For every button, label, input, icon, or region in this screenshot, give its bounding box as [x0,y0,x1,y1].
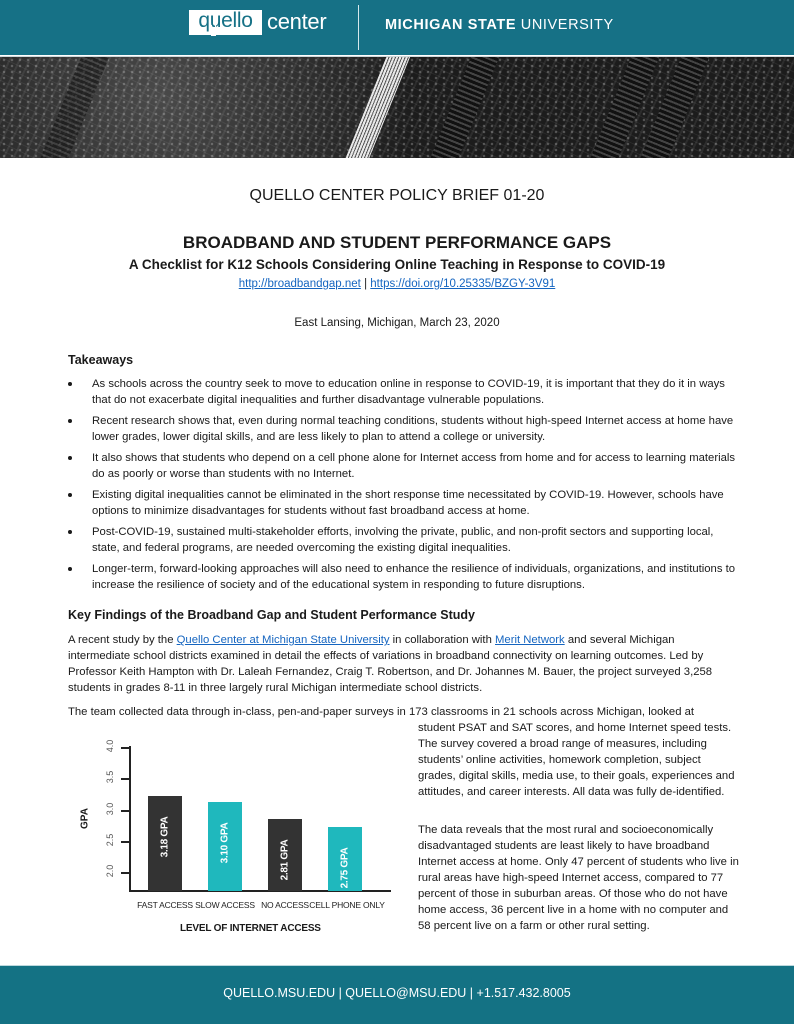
bar-cell-phone-only [328,827,362,891]
chart-y-axis [129,746,131,892]
dateline: East Lansing, Michigan, March 23, 2020 [294,317,500,329]
x-category-label: NO ACCESS [261,900,309,910]
bullet-icon [68,493,72,497]
policy-brief-label: QUELLO CENTER POLICY BRIEF 01-20 [249,187,545,204]
msu-light: UNIVERSITY [520,17,614,33]
key-findings-paragraph-2-line-1: The team collected data through in-class, pen-and-paper surveys in 173 classrooms in 21 schools across Michigan, looked at [68,706,695,718]
y-tick-label: 2.5 [105,833,115,847]
takeaways-heading: Takeaways [68,353,134,367]
takeaway-item: Recent research shows that, even during normal teaching conditions, students without high-speed Internet access at home have lower grades, lower digital skills, and are less likely to plan to attend a college or university. [68,413,738,445]
takeaway-item: Longer-term, forward-looking approaches will also need to enhance the resilience of individuals, organizations, and institutions to increase the resilience of society and of the educational system in responding to future disruptions. [68,561,738,593]
broadbandgap-link[interactable]: http://broadbandgap.net [238,278,361,290]
y-tick [121,841,130,843]
y-tick-label: 4.0 [105,739,115,753]
header-divider [358,5,359,50]
y-tick [121,810,130,812]
circuit-board-hero-image [0,56,794,158]
msu-bold: MICHIGAN STATE [385,17,517,33]
bar-fast-access [148,796,182,891]
bar-value-label: 3.10 GPA [219,822,231,864]
logo-quello-text: quello [198,9,253,32]
bar-value-label: 2.75 GPA [339,847,351,889]
key-findings-paragraph-2-rest: student PSAT and SAT scores, and home Internet speed tests. The survey covered a broad range of measures, including students’ online activities, homework completion, subject grades, digital skills, media use, to their goals, experiences and attitudes, and career interests. All data was fully de-identified. [418,722,735,798]
quello-logo [189,10,262,35]
key-findings-heading: Key Findings of the Broadband Gap and Student Performance Study [68,608,475,622]
merit-network-link[interactable]: Merit Network [495,634,565,646]
bullet-icon [68,419,72,423]
footer-bar [0,965,794,1024]
bar-no-access [268,819,302,891]
takeaway-item: As schools across the country seek to move to education online in response to COVID-19, it is important that they do it in ways that do not exacerbate digital inequalities and further disadvantage vulnerable populations. [68,376,738,408]
gpa-bar-chart [70,735,390,945]
bullet-icon [68,382,72,386]
bullet-icon [68,530,72,534]
key-findings-paragraph-1: A recent study by the Quello Center at Michigan State University in collaboration with Merit Network and several Michigan intermediate school districts examined in detail the effects of variations in broadband connectivity on learning outcomes. Led by Professor Keith Hampton with Dr. Laleah Fernandez, Craig T. Robertson, and Dr. Johannes M. Bauer, the project surveyed 3,258 students in grades 8-11 in three largely rural Michigan intermediate school districts. [68,634,713,694]
y-tick [121,778,130,780]
link-separator: | [364,278,368,290]
logo-center-text: center [267,9,327,34]
chart-x-axis-label: LEVEL OF INTERNET ACCESS [180,923,321,934]
chart-y-axis-label: GPA [79,808,91,829]
y-tick-label: 3.5 [105,770,115,784]
y-tick-label: 2.0 [105,864,115,878]
bullet-icon [68,567,72,571]
x-category-label: SLOW ACCESS [195,900,255,910]
reference-links [0,276,794,292]
doi-link[interactable]: https://doi.org/10.25335/BZGY-3V91 [370,278,556,290]
takeaway-item: It also shows that students who depend on a cell phone alone for Internet access from home and for access to learning materials do as poorly or worse than students with no Internet. [68,450,738,482]
key-findings-paragraph-3: The data reveals that the most rural and socioeconomically disadvantaged students are least likely to have broadband Internet access at home. Only 47 percent of students who live in rural areas have high-speed Internet access, compared to 77 percent of those in suburban areas. Of those who do not have home access, 36 percent live in a home with no computer and 58 percent live on a farm or other rural setting. [418,824,739,932]
bullet-icon [68,456,72,460]
takeaways-list [68,376,738,598]
quello-center-link[interactable]: Quello Center at Michigan State University [176,634,390,646]
bar-value-label: 3.18 GPA [159,816,171,858]
x-category-label: FAST ACCESS [137,900,193,910]
page-title: BROADBAND AND STUDENT PERFORMANCE GAPS [182,233,612,252]
y-tick [121,872,130,874]
takeaway-item: Post-COVID-19, sustained multi-stakeholder efforts, involving the private, public, and non-profit sectors and supporting local, state, and federal programs, are needed overcoming the existing digital inequalities. [68,524,738,556]
header-bar [0,0,794,55]
page-subtitle: A Checklist for K12 Schools Considering Online Teaching in Response to COVID-19 [128,257,666,272]
footer-contact-text: QUELLO.MSU.EDU | QUELLO@MSU.EDU | +1.517.432.8005 [223,986,571,1000]
y-tick [121,747,130,749]
logo-tail-decoration [211,25,216,36]
takeaway-item: Existing digital inequalities cannot be eliminated in the short response time necessitated by COVID-19. However, schools have options to minimize disadvantages for students without fast broadband access at home. [68,487,738,519]
y-tick-label: 3.0 [105,802,115,816]
bar-value-label: 2.81 GPA [279,839,291,881]
msu-wordmark [385,16,614,34]
bar-slow-access [208,802,242,891]
x-category-label: CELL PHONE ONLY [309,900,385,910]
